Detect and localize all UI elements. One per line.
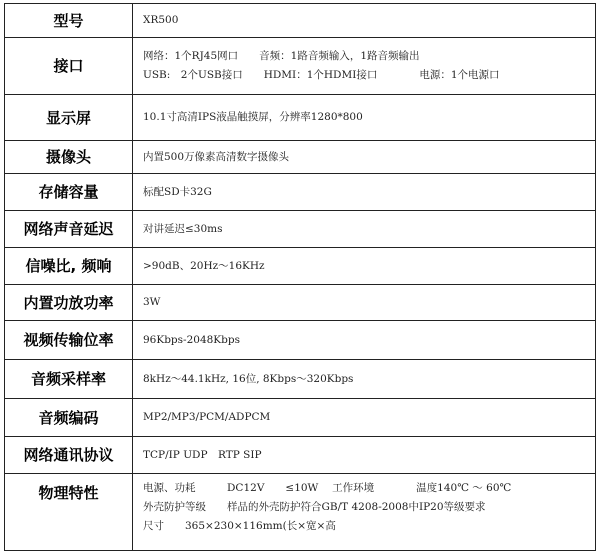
spec-label: 接口 (5, 38, 133, 95)
spec-value-line: USB: 2个USB接口 HDMI：1个HDMI接口 电源：1个电源口 (143, 69, 500, 81)
spec-value-line: 尺寸 365×230×116mm(长×宽×高 (143, 520, 336, 532)
spec-label: 音频编码 (5, 399, 133, 437)
spec-row-audio-codec (5, 399, 596, 437)
spec-row-camera (5, 141, 596, 174)
spec-value (133, 174, 596, 211)
spec-row-display (5, 95, 596, 141)
spec-value (133, 474, 596, 551)
spec-value (133, 360, 596, 399)
spec-label: 信噪比, 频响 (5, 248, 133, 285)
spec-row-model (5, 4, 596, 38)
spec-value (133, 285, 596, 321)
spec-value-line: 10.1寸高清IPS液晶触摸屏，分辨率1280*800 (143, 111, 363, 123)
spec-value-line: 8kHz～44.1kHz, 16位, 8Kbps～320Kbps (143, 372, 354, 385)
spec-label: 网络通讯协议 (5, 437, 133, 474)
spec-row-interface (5, 38, 596, 95)
spec-value-line: 电源、功耗 DC12V ≤10W 工作环境 温度140℃ ～ 60℃ (143, 482, 512, 494)
spec-label: 音频采样率 (5, 360, 133, 399)
spec-value-line: XR500 (143, 14, 179, 26)
spec-value-line: 网络：1个RJ45网口 音频：1路音频输入，1路音频输出 (143, 50, 420, 62)
spec-value-line: 内置500万像素高清数字摄像头 (143, 150, 290, 163)
spec-table (4, 3, 596, 551)
spec-value (133, 321, 596, 360)
spec-label: 视频传输位率 (5, 321, 133, 360)
spec-row-latency (5, 211, 596, 248)
spec-value-line: TCP/IP UDP RTP SIP (143, 448, 262, 461)
spec-label: 内置功放功率 (5, 285, 133, 321)
spec-value (133, 141, 596, 174)
spec-value (133, 399, 596, 437)
spec-value-line: 外壳防护等级 样品的外壳防护符合GB/T 4208-2008中IP20等级要求 (143, 501, 486, 513)
spec-value (133, 38, 596, 95)
spec-value (133, 4, 596, 38)
spec-row-amp-power (5, 285, 596, 321)
spec-label: 存储容量 (5, 174, 133, 211)
spec-label: 型号 (5, 4, 133, 38)
spec-label: 显示屏 (5, 95, 133, 141)
spec-row-snr (5, 248, 596, 285)
spec-value (133, 211, 596, 248)
spec-value-line: MP2/MP3/PCM/ADPCM (143, 411, 271, 423)
spec-row-storage (5, 174, 596, 211)
spec-value-line: 标配SD卡32G (143, 185, 212, 198)
spec-label: 物理特性 (5, 474, 133, 551)
spec-value (133, 95, 596, 141)
spec-row-video-bitrate (5, 321, 596, 360)
spec-value-line: 对讲延迟≤30ms (143, 222, 223, 235)
spec-value (133, 248, 596, 285)
spec-value-line: >90dB、20Hz～16KHz (143, 259, 265, 272)
spec-value-line: 96Kbps-2048Kbps (143, 333, 240, 346)
spec-row-protocol (5, 437, 596, 474)
spec-label: 摄像头 (5, 141, 133, 174)
spec-row-sample-rate (5, 360, 596, 399)
spec-label: 网络声音延迟 (5, 211, 133, 248)
spec-value-line: 3W (143, 296, 161, 308)
spec-value (133, 437, 596, 474)
spec-row-physical (5, 474, 596, 551)
